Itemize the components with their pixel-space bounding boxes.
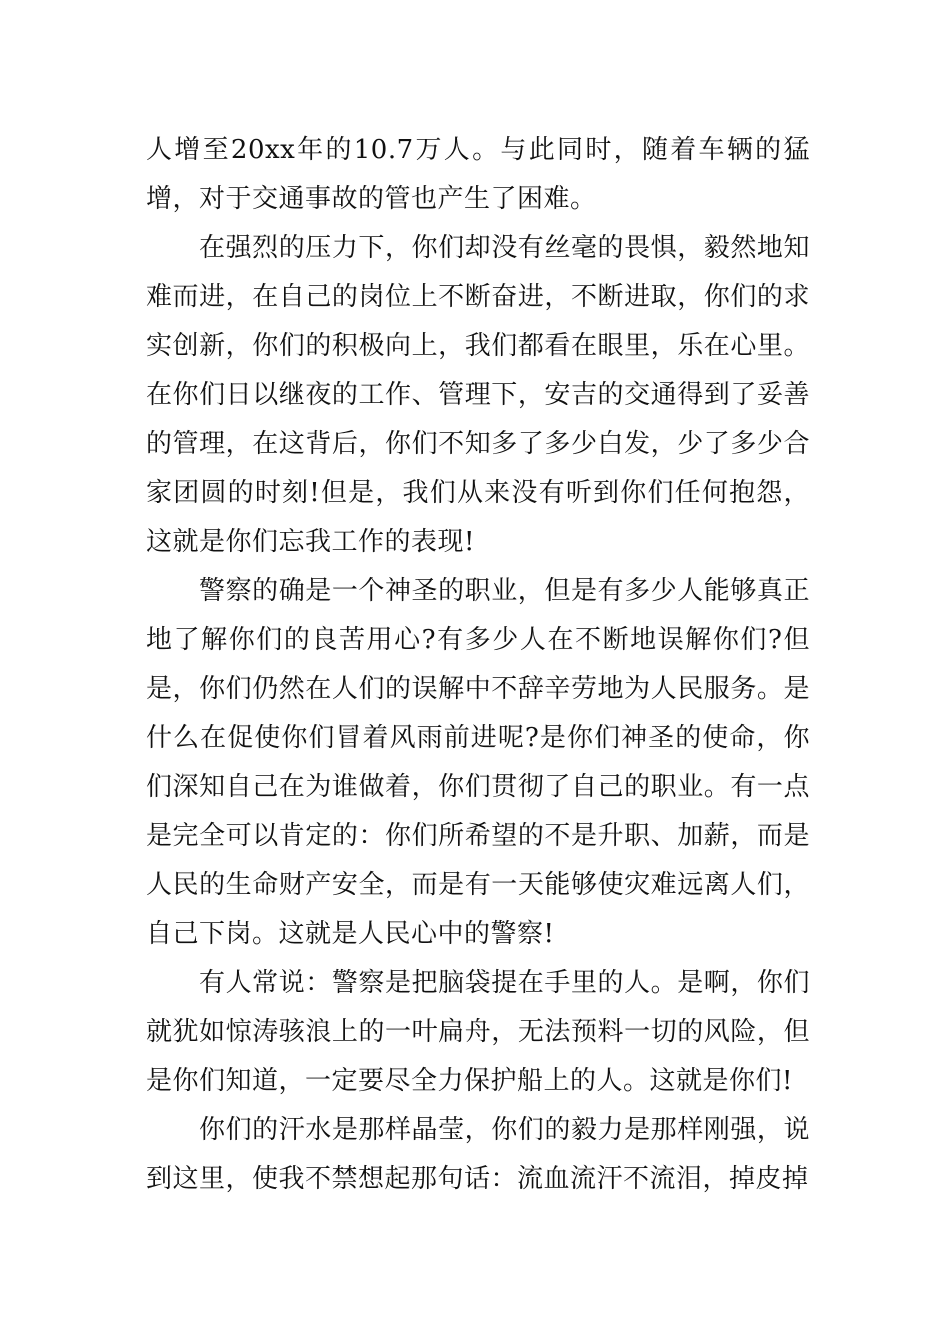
paragraph-3: 警察的确是一个神圣的职业，但是有多少人能够真正地了解你们的良苦用心?有多少人在不断地误解你们?但是，你们仍然在人们的误解中不辞辛劳地为人民服务。是什么在促使你们冒着风雨前进呢?是你们神圣的使命，你们深知自己在为谁做着，你们贯彻了自己的职业。有一点是完全可以肯定的：你们所希望的不是升职、加薪，而是人民的生命财产安全，而是有一天能够使灾难远离人们，自己下岗。这就是人民心中的警察! (146, 576, 810, 949)
paragraph-5: 你们的汗水是那样晶莹，你们的毅力是那样刚强，说到这里，使我不禁想起那句话：流血流汗不流泪，掉皮掉 (146, 1115, 810, 1194)
paragraph-1: 人增至20xx年的10.7万人。与此同时，随着车辆的猛增，对于交通事故的管也产生了困难。 (146, 135, 810, 214)
paragraph-4: 有人常说：警察是把脑袋提在手里的人。是啊，你们就犹如惊涛骇浪上的一叶扁舟，无法预料一切的风险，但是你们知道，一定要尽全力保护船上的人。这就是你们! (146, 968, 810, 1096)
document-body (146, 126, 810, 1204)
paragraph-2: 在强烈的压力下，你们却没有丝毫的畏惧，毅然地知难而进，在自己的岗位上不断奋进，不断进取，你们的求实创新，你们的积极向上，我们都看在眼里，乐在心里。在你们日以继夜的工作、管理下，安吉的交通得到了妥善的管理，在这背后，你们不知多了多少白发，少了多少合家团圆的时刻!但是，我们从来没有听到你们任何抱怨，这就是你们忘我工作的表现! (146, 233, 810, 557)
